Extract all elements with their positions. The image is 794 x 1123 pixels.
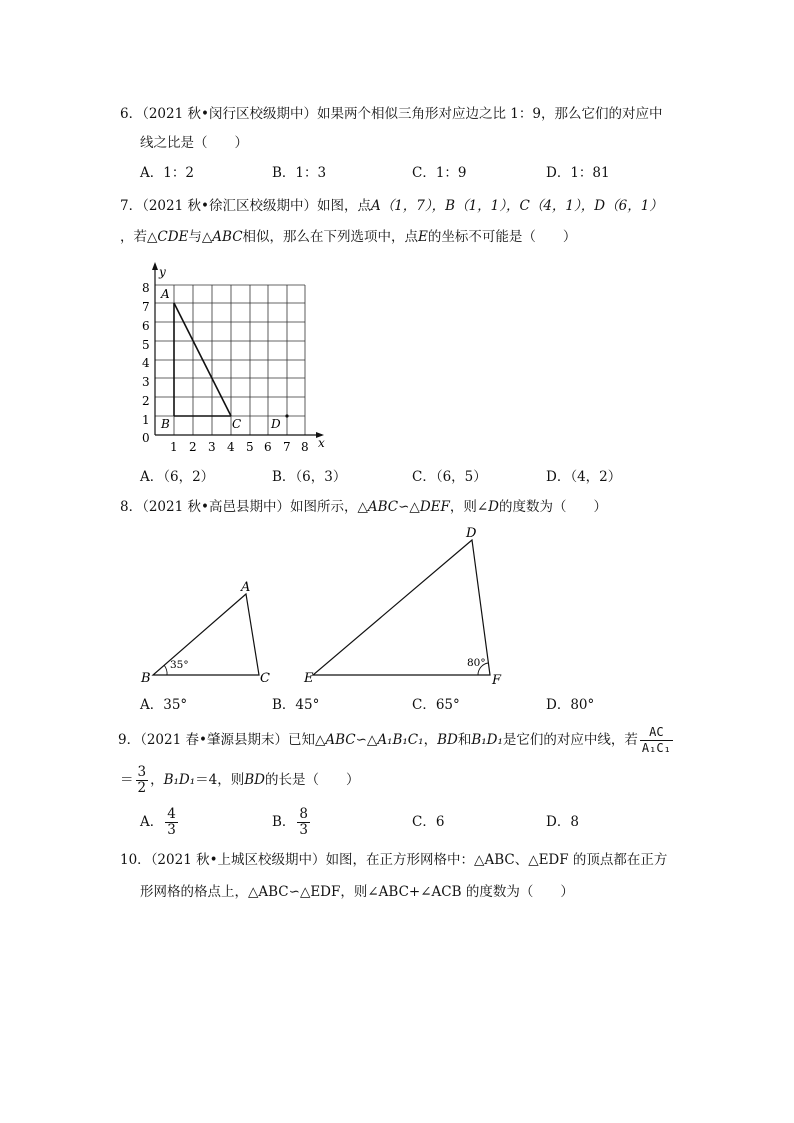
- q7-x-tick-7: 7: [283, 440, 291, 454]
- q7-text: 如图，点: [316, 198, 371, 214]
- q7-label-c: C: [232, 417, 242, 431]
- q7-text-c: 相似，那么在下列选项中，点: [242, 229, 419, 245]
- q9-option-a-label: A．: [140, 814, 164, 830]
- q8-number: 8．: [120, 499, 143, 515]
- q7-label-d: D: [271, 417, 281, 431]
- q9-option-b-label: B．: [272, 814, 296, 830]
- q7-point-d: D（6，1）: [594, 198, 663, 214]
- q7-x-tick-labels: [170, 440, 309, 454]
- q9-median-b1d1-b: B₁D₁: [163, 772, 196, 788]
- q10-number: 10．: [120, 852, 151, 868]
- q8-option-c: C．65°: [412, 697, 460, 713]
- q9-option-b: [272, 804, 312, 840]
- q10-line1: [120, 850, 667, 870]
- q7-y-tick-3: 3: [142, 375, 150, 389]
- q8-text-b: ，则∠: [449, 499, 489, 515]
- q9-equals: ＝: [120, 772, 134, 788]
- q9-value-fraction: [136, 765, 149, 796]
- q10-text-line2: 形网格的格点上，△ABC∽△EDF，则∠ABC+∠ACB 的度数为（ ）: [140, 884, 574, 900]
- q7-label-b: B: [161, 417, 170, 431]
- q8-label-c: C: [260, 671, 270, 686]
- q10-source: （2021 秋•上城区校级期中）: [150, 852, 326, 868]
- q7-x-tick-8: 8: [301, 440, 309, 454]
- q9-median-bd-b: BD: [244, 772, 266, 788]
- q7-y-arrow: [152, 262, 158, 270]
- q7-option-c: C．（6，5）: [412, 469, 487, 485]
- q8-triangle-abc: [153, 594, 259, 675]
- q8-option-d: D．80°: [546, 697, 595, 713]
- q8-triangle-def: [313, 540, 490, 675]
- q9-line1: [118, 722, 675, 758]
- q9-tri-a1b1c1: A₁B₁C₁: [377, 732, 424, 748]
- q9-source: （2021 春•肇源县期末）: [140, 732, 288, 748]
- q9-option-c: C．6: [412, 814, 445, 830]
- q7-y-tick-5: 5: [142, 338, 150, 352]
- q7-x-tick-5: 5: [246, 440, 254, 454]
- q6-source: （2021 秋•闵行区校级期中）: [142, 106, 317, 122]
- q8-label-a: A: [241, 580, 251, 595]
- q8-angle-f-value: 80°: [467, 657, 486, 669]
- q9-text-f: ，: [150, 772, 164, 788]
- q7-point-e: E: [418, 229, 428, 245]
- q9-option-a: [140, 804, 180, 840]
- q7-y-tick-6: 6: [142, 319, 150, 333]
- q8-text-c: 的度数为（ ）: [499, 499, 607, 515]
- q7-text-a: ，若△: [120, 229, 158, 245]
- q9-value-numerator: 3: [137, 764, 147, 780]
- q8-sim: ∽△: [398, 499, 420, 515]
- q6-line1: [120, 104, 662, 124]
- q7-text-b: 与△: [188, 229, 213, 245]
- q8-vertex-labels: [140, 526, 502, 687]
- q7-number: 7．: [120, 198, 143, 214]
- q7-y-tick-4: 4: [142, 356, 150, 370]
- q9-median-b1d1: B₁D₁: [471, 732, 503, 748]
- q9-option-d: D．8: [546, 814, 579, 830]
- q6-option-d: D．1：81: [546, 165, 610, 181]
- q9-median-bd: BD: [437, 732, 458, 748]
- q7-x-tick-6: 6: [264, 440, 272, 454]
- q6-number: 6．: [120, 106, 143, 122]
- q9-ratio-denominator: A₁C₁: [641, 741, 671, 755]
- q9-option-a-fraction: [165, 807, 178, 838]
- q8-label-e: E: [304, 671, 314, 686]
- q6-text-line1: 如果两个相似三角形对应边之比 1：9，那么它们的对应中: [316, 106, 663, 122]
- q6-option-c: C．1：9: [412, 165, 467, 181]
- q8-angle-d: D: [488, 499, 499, 515]
- q7-x-tick-2: 2: [189, 440, 197, 454]
- q9-option-a-num: 4: [167, 806, 176, 822]
- q7-source: （2021 秋•徐汇区校级期中）: [142, 198, 317, 214]
- q9-number: 9．: [118, 732, 141, 748]
- q7-x-tick-1: 1: [170, 440, 178, 454]
- q7-point-b: B（1，1），: [445, 198, 520, 214]
- q7-point-d-dot: [285, 414, 288, 417]
- q6-text-line2: 线之比是（ ）: [140, 135, 248, 151]
- q9-option-b-num: 8: [299, 806, 309, 822]
- q7-label-a: A: [161, 287, 170, 301]
- q9-text-b: ∽△: [355, 732, 378, 748]
- q8-triangles-figure: [135, 522, 510, 687]
- q7-y-tick-8: 8: [142, 281, 150, 295]
- q10-text-line1: 如图，在正方形网格中：△ABC、△EDF 的顶点都在正方: [325, 852, 668, 868]
- q8-option-a: A．35°: [140, 697, 188, 713]
- q9-text-c: ，: [423, 732, 438, 748]
- q8-option-b: B．45°: [272, 697, 320, 713]
- q7-x-tick-4: 4: [227, 440, 235, 454]
- q9-ratio-fraction: [640, 725, 673, 756]
- q9-tri-abc: ABC: [325, 732, 356, 748]
- q7-x-tick-3: 3: [208, 440, 216, 454]
- q7-option-b: B．（6，3）: [272, 469, 347, 485]
- q7-origin-label: 0: [142, 431, 150, 445]
- q7-point-a: A（1，7），: [370, 198, 446, 214]
- q9-text-a: 已知△: [287, 732, 326, 748]
- q7-option-a: A．（6，2）: [140, 469, 215, 485]
- q9-option-a-den: 3: [167, 822, 176, 838]
- q7-text-d: 的坐标不可能是（ ）: [427, 229, 577, 245]
- q8-label-b: B: [141, 671, 151, 686]
- q7-line1: [120, 196, 663, 216]
- q7-coordinate-graph: [130, 258, 340, 458]
- q8-line1: [120, 497, 607, 517]
- q9-text-d: 和: [457, 732, 472, 748]
- q8-label-d: D: [466, 526, 477, 541]
- q8-tri-def: DEF: [419, 499, 450, 515]
- q7-y-label: y: [159, 265, 166, 279]
- q7-point-c: C（4，1），: [519, 198, 595, 214]
- q7-tri-cde: CDE: [157, 229, 189, 245]
- q9-option-b-fraction: [297, 807, 310, 838]
- q6-option-a: A．1：2: [140, 165, 194, 181]
- q7-option-d: D．（4，2）: [546, 469, 622, 485]
- q7-y-tick-2: 2: [142, 394, 150, 408]
- q7-y-tick-7: 7: [142, 300, 150, 314]
- q9-text-g: ＝4，则: [195, 772, 245, 788]
- q7-tri-abc: ABC: [212, 229, 243, 245]
- q9-option-b-den: 3: [299, 822, 309, 838]
- q7-segment-ac: [174, 303, 231, 416]
- q9-ratio-numerator: AC: [640, 725, 673, 741]
- q7-y-tick-labels: [142, 281, 150, 427]
- q8-text-a: 如图所示，△: [289, 499, 368, 515]
- q6-option-b: B．1：3: [272, 165, 327, 181]
- q8-tri-abc: ABC: [367, 499, 399, 515]
- q8-angle-b-arc: [164, 665, 167, 675]
- q8-angle-b-value: 35°: [170, 659, 189, 671]
- q9-value-denominator: 2: [137, 780, 147, 796]
- q7-x-label: x: [318, 436, 325, 450]
- q7-y-tick-1: 1: [142, 413, 150, 427]
- q8-source: （2021 秋•高邑县期中）: [142, 499, 290, 515]
- q8-label-f: F: [492, 673, 502, 687]
- q9-text-h: 的长是（ ）: [265, 772, 360, 788]
- q9-text-e: 是它们的对应中线，若: [502, 732, 638, 748]
- q7-point-labels: [160, 287, 281, 431]
- q9-line2: [120, 762, 360, 798]
- q7-line2: [120, 227, 576, 247]
